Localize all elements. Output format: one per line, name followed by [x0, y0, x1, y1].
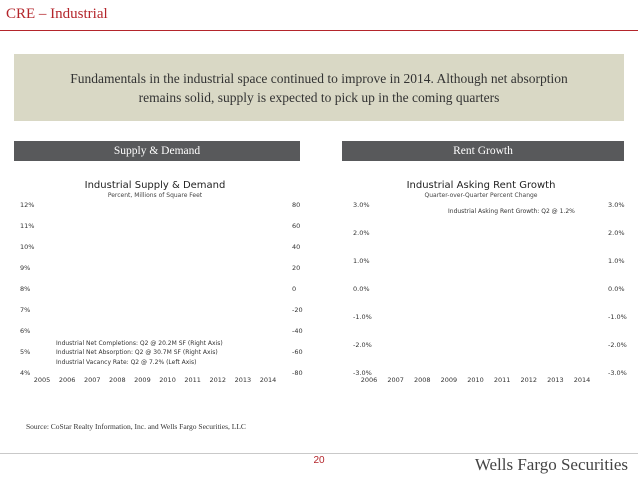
- y-left-tick-label: 2.0%: [353, 229, 370, 237]
- callout-text: Fundamentals in the industrial space continued to improve in 2014. Although net absorption remains solid, supply is expected to pick up in the coming quarters: [70, 70, 568, 105]
- y-left-tick-label: -1.0%: [353, 313, 372, 321]
- x-tick-label: 2010: [159, 376, 176, 384]
- supply-demand-header-label: Supply & Demand: [113, 145, 201, 157]
- x-tick-label: 2006: [360, 376, 378, 384]
- callout-box: [14, 54, 624, 121]
- series-annotation: Industrial Vacancy Rate: Q2 @ 7.2% (Left Axis): [56, 359, 197, 366]
- x-tick-label: 2012: [520, 376, 538, 384]
- x-tick-label: 2013: [234, 376, 252, 384]
- y-left-tick-label: 8%: [20, 285, 31, 293]
- y-left-tick-label: -3.0%: [353, 369, 372, 377]
- y-right-tick-label: -60: [292, 348, 303, 356]
- rent-growth-chart: [325, 170, 638, 390]
- y-right-tick-label: -80: [292, 369, 303, 377]
- page-number: 20: [313, 455, 325, 466]
- y-left-tick-label: 11%: [20, 222, 35, 230]
- y-left-tick-label: 5%: [20, 348, 31, 356]
- y-right-tick-label: -3.0%: [608, 369, 627, 377]
- x-tick-label: 2009: [134, 376, 151, 384]
- y-left-tick-label: 7%: [20, 306, 31, 314]
- x-tick-label: 2014: [259, 376, 277, 384]
- x-tick-label: 2008: [109, 376, 126, 384]
- y-left-tick-label: 3.0%: [353, 201, 370, 209]
- x-tick-label: 2011: [493, 376, 511, 384]
- y-right-tick-label: 2.0%: [608, 229, 625, 237]
- x-tick-label: 2008: [413, 376, 431, 384]
- y-right-tick-label: 0.0%: [608, 285, 625, 293]
- x-tick-label: 2009: [440, 376, 458, 384]
- series-annotation: Industrial Net Completions: Q2 @ 20.2M SF (Right Axis): [56, 340, 223, 347]
- y-right-tick-label: 40: [292, 243, 301, 251]
- x-tick-label: 2011: [184, 376, 201, 384]
- y-right-tick-label: -2.0%: [608, 341, 627, 349]
- y-left-tick-label: 0.0%: [353, 285, 370, 293]
- y-left-tick-label: -2.0%: [353, 341, 372, 349]
- x-tick-label: 2014: [573, 376, 591, 384]
- y-right-tick-label: 3.0%: [608, 201, 625, 209]
- supply-demand-chart: [0, 170, 310, 390]
- title-divider: [0, 30, 638, 31]
- y-right-tick-label: 80: [292, 201, 301, 209]
- y-left-tick-label: 4%: [20, 369, 31, 377]
- y-left-tick-label: 9%: [20, 264, 31, 272]
- footer-divider: [0, 453, 638, 454]
- y-right-tick-label: -20: [292, 306, 303, 314]
- x-tick-label: 2006: [58, 376, 76, 384]
- x-tick-label: 2005: [33, 376, 51, 384]
- rent-growth-header: [342, 141, 624, 161]
- y-right-tick-label: 0: [292, 285, 297, 293]
- page-title: CRE – Industrial: [6, 6, 108, 22]
- brand-logo: Wells Fargo Securities: [474, 455, 628, 474]
- chart-subtitle: Percent, Millions of Square Feet: [107, 192, 203, 199]
- source-note: Source: CoStar Realty Information, Inc. and Wells Fargo Securities, LLC: [26, 422, 246, 431]
- x-tick-label: 2012: [209, 376, 227, 384]
- chart-title: Industrial Asking Rent Growth: [406, 180, 556, 191]
- rent-growth-header-label: Rent Growth: [453, 145, 513, 157]
- x-tick-label: 2010: [467, 376, 484, 384]
- chart-title: Industrial Supply & Demand: [84, 180, 226, 191]
- y-right-tick-label: 20: [292, 264, 301, 272]
- y-left-tick-label: 1.0%: [353, 257, 370, 265]
- series-annotation: Industrial Asking Rent Growth: Q2 @ 1.2%: [448, 208, 575, 215]
- y-right-tick-label: -40: [292, 327, 303, 335]
- y-left-tick-label: 12%: [20, 201, 35, 209]
- series-annotation: Industrial Net Absorption: Q2 @ 30.7M SF (Right Axis): [56, 349, 218, 356]
- supply-demand-header: [14, 141, 300, 161]
- y-right-tick-label: 60: [292, 222, 301, 230]
- chart-subtitle: Quarter-over-Quarter Percent Change: [424, 192, 538, 199]
- x-tick-label: 2013: [547, 376, 564, 384]
- y-left-tick-label: 6%: [20, 327, 31, 335]
- y-right-tick-label: 1.0%: [608, 257, 625, 265]
- x-tick-label: 2007: [387, 376, 404, 384]
- x-tick-label: 2007: [83, 376, 101, 384]
- y-left-tick-label: 10%: [20, 243, 35, 251]
- y-right-tick-label: -1.0%: [608, 313, 627, 321]
